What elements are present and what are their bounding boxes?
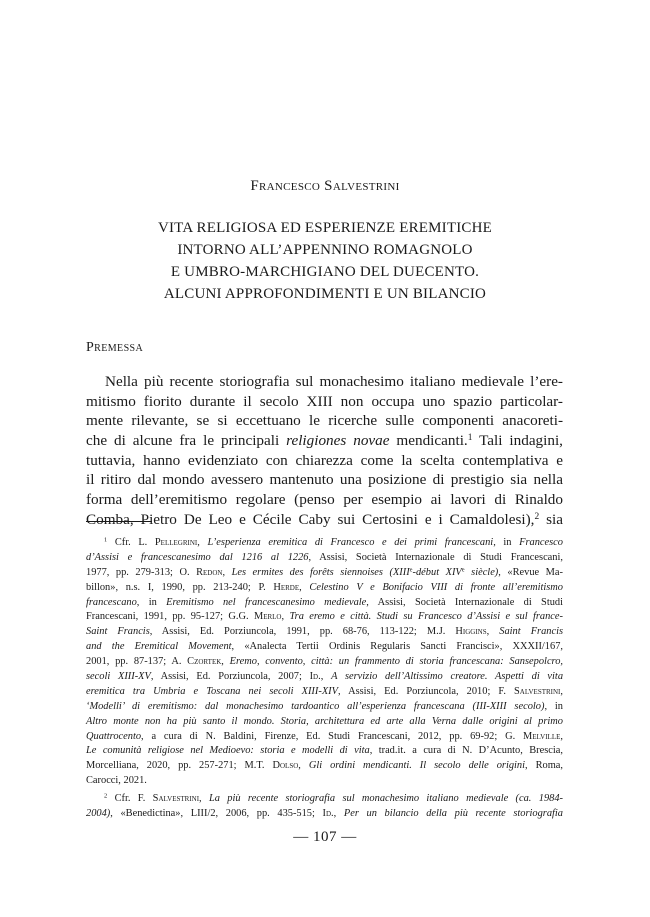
body-paragraph [86,372,563,530]
body-line: il ritiro dal mondo avessero mantenuto una posizione di prestigio sia nella [86,471,563,489]
footnotes [86,536,563,822]
title-line: E UMBRO-MARCHIGIANO DEL DUECENTO. [170,264,480,280]
footnote-number: 2 [104,792,108,800]
body-line: forma dell’eremitismo regolare (penso per esempio ai lavori di Rinaldo [86,491,563,509]
author-name: Francesco Salvestrini [250,178,400,194]
title-line: VITA RELIGIOSA ED ESPERIENZE EREMITICHE [157,220,493,236]
footnote-separator [86,521,152,522]
body-line: tuttavia, hanno evidenziato con chiarezza come la scelta contemplativa e [86,451,563,469]
footnote-2: $^2$ Cfr. F. Salvestrini, La più recente storiografia sul monachesimo italiano medievale (ca. 1984- 2004), «Benedictina», LIII/2, 2006, pp. 435-515; Id., Per un bilancio della più recente storiografia [86,792,563,820]
italic-term: religiones novae [286,432,390,450]
section-heading: Premessa [86,340,144,355]
footnote-number: 1 [104,536,108,544]
body-line: che di alcune fra le principali religiones novae mendicanti.$^1$ Tali indagini, [86,432,563,450]
footnote-1: $^1$ Cfr. L. Pellegrini, L’esperienza eremitica di Francesco e dei primi francescani, in Francesco d’Assisi e francescanesimo dal 1216 al 1226, Assisi, Società Internazionale di Studi Francescani, 1977, pp. 279-313; O. Redon, Les ermites des forêts siennoises (XIIIe-début XIVe siècle), «Revue Ma- billon», n.s. I, 1990, pp. 213-240; P. Herde, Celestino V e Bonifacio VIII di fronte all’eremitismo francescano, in Eremitismo nel francescanesimo medievale, Assisi, Società Internazionale di Studi Francescani, 1991, pp. 95-127; G.G. Merlo, Tra eremo e città. Studi su Francesco d’Assisi e sul france- Saint Francis, Assisi, Ed. Porziuncola, 1991, pp. 68-76, 113-122; M.J. Higgins, Saint Francis and the Eremitical Movement, «Analecta Tertii Ordinis Regularis Sancti Francisci», XXXII/167, 2001, pp. 87-137; A. Czortek, Eremo, convento, città: un frammento di storia francescana: Sansepolcro, secoli XIII-XV, Assisi, Ed. Porziuncola, 2007; Id., A servizio dell’Altissimo creatore. Aspetti di vita eremitica tra Umbria e Toscana nei secoli XIII-XIV, Assisi, Ed. Porziuncola, 2010; F. Salvestrini, ‘Modelli’ di eremitismo: dal monachesimo tardoantico all’esperienza francescana (III-XIII secolo), in Altro monte non ha più santo il mondo. Storia, architettura ed arte alla Verna dalle origini al primo Quattrocento, a cura di N. Baldini, Firenze, Ed. Studi Francescani, 2012, pp. 69-92; G. Melville, Le comunità religiose nel Medioevo: storia e modelli di vita, trad.it. a cura di N. D’Acunto, Brescia, Morcelliana, 2020, pp. 257-271; M.T. Dolso, Gli ordini mendicanti. Il secolo delle origini, Roma, Carocci, 2021. [86,536,564,787]
title-line: INTORNO ALL’APPENNINO ROMAGNOLO [177,242,473,258]
body-line: mitismo fiorito durante il secolo XIII non occupa uno spazio particolar- [86,392,563,410]
chapter-title [0,217,650,305]
body-line: mente rilevante, se si eccettuano le ricerche sulle componenti anacoreti- [86,412,563,430]
title-line: ALCUNI APPROFONDIMENTI E UN BILANCIO [163,286,487,302]
body-line: Comba, Pietro De Leo e Cécile Caby sui Certosini e i Camaldolesi),$^2$ sia [86,510,563,528]
body-line: Nella più recente storiografia sul monachesimo italiano medievale l’ere- [105,373,563,390]
footnote-ref: 2 [534,511,540,522]
footnote-ref: 1 [467,432,473,443]
page-number: — 107 — [293,829,357,845]
